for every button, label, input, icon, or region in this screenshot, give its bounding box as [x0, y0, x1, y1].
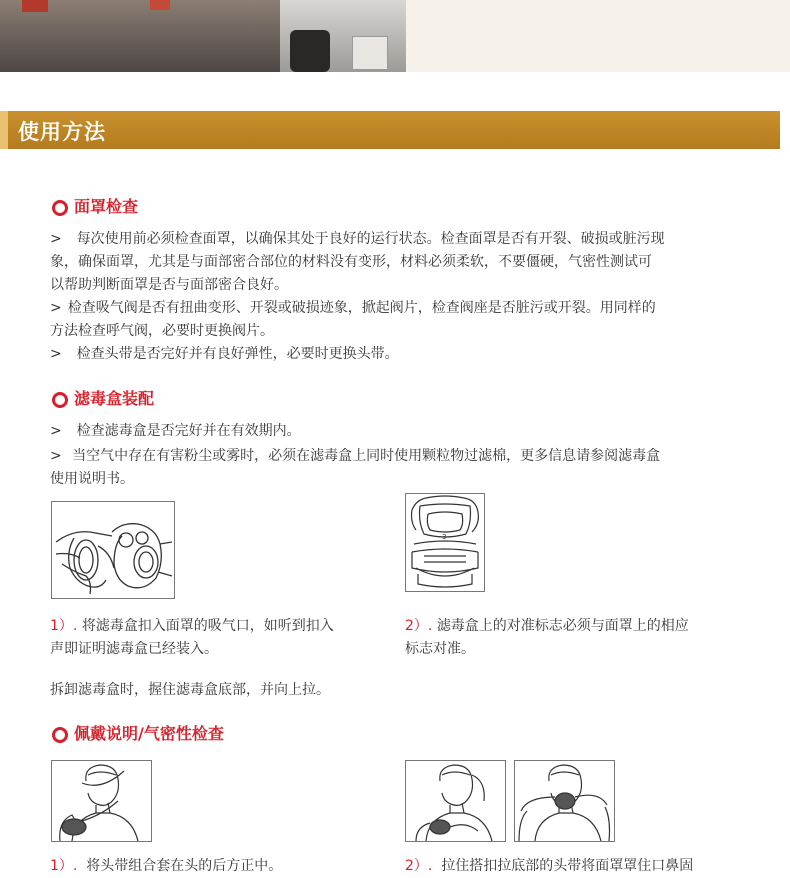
hero-background	[406, 0, 790, 72]
filter-step-2-caption: 2）. 滤毒盒上的对准标志必须与面罩上的相应 标志对准。	[405, 618, 689, 657]
circle-ring-icon	[52, 727, 68, 743]
illustration-cartridge-alignment	[405, 493, 485, 592]
wearing-step-2-caption: 2）. 拉住搭扣拉底部的头带将面罩罩住口鼻固	[405, 858, 694, 874]
illustration-wearing-step-1	[51, 760, 152, 842]
cartridge-alignment-mark: 3	[442, 533, 447, 541]
mask-check-paragraph-3: > 检查头带是否完好并有良好弹性，必要时更换头带。	[50, 346, 399, 362]
filter-paragraph-1: > 检查滤毒盒是否完好并在有效期内。	[50, 423, 301, 439]
photo-detail	[22, 0, 48, 12]
photo-detail	[150, 0, 170, 10]
filter-step-1-caption: 1）. 将滤毒盒扣入面罩的吸气口，如听到扣入 声即证明滤毒盒已经装入。	[50, 618, 334, 657]
filter-paragraph-2: > 当空气中存在有害粉尘或雾时，必须在滤毒盒上同时使用颗粒物过滤棉，更多信息请参阅滤毒盒 使用说明书。	[50, 448, 661, 487]
illustration-wearing-step-2b	[514, 760, 615, 842]
circle-ring-icon	[52, 200, 68, 216]
wearing-step-1-caption: 1）. 将头带组合套在头的后方正中。	[50, 858, 283, 874]
illustration-wearing-step-2a	[405, 760, 506, 842]
circle-ring-icon	[52, 392, 68, 408]
filter-remove-note: 拆卸滤毒盒时，握住滤毒盒底部，并向上拉。	[50, 682, 330, 698]
section-title: 使用方法	[18, 120, 106, 144]
photo-mudflap	[352, 36, 388, 70]
mask-check-paragraph-2: > 检查吸气阀是否有扭曲变形、开裂或破损迹象，掀起阀片，检查阀座是否脏污或开裂。用同样的 方法检查呼气阀，必要时更换阀片。	[50, 300, 656, 339]
photo-tire	[290, 30, 330, 72]
section-banner	[0, 111, 780, 149]
banner-accent	[0, 111, 8, 149]
illustration-cartridge-insert	[51, 501, 175, 599]
mask-check-paragraph-1: > 每次使用前必须检查面罩，以确保其处于良好的运行状态。检查面罩是否有开裂、破损或脏污现 象，确保面罩，尤其是与面部密合部位的材料没有变形，材料必须柔软，不要僵硬，气密性测试可 以帮助判断面罩是否与面部密合良好。	[50, 231, 665, 293]
hero-photo	[0, 0, 406, 72]
